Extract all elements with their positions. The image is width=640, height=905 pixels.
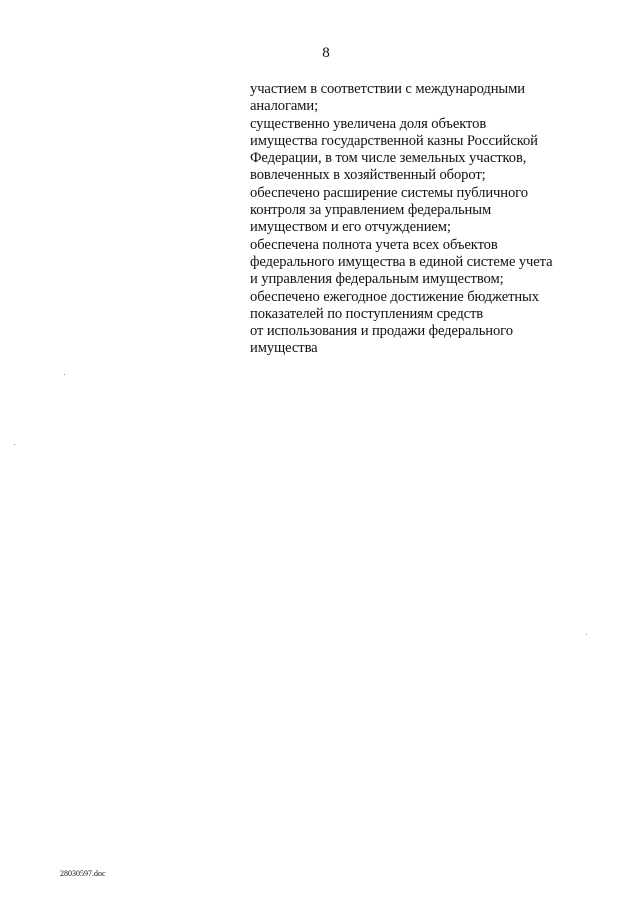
body-text <box>250 81 580 358</box>
text-line: федерального имущества в единой системе учета <box>250 253 553 270</box>
text-line: обеспечена полнота учета всех объектов <box>250 236 498 253</box>
text-line: вовлеченных в хозяйственный оборот; <box>250 167 486 184</box>
text-line: имуществом и его отчуждением; <box>250 219 451 236</box>
text-line: имущества <box>250 340 318 357</box>
page-number: 8 <box>322 45 330 61</box>
scan-speck <box>64 374 65 375</box>
text-line: имущества государственной казны Российской <box>250 132 538 149</box>
scan-speck <box>586 634 587 635</box>
text-line: аналогами; <box>250 98 319 115</box>
text-line: обеспечено ежегодное достижение бюджетных <box>250 288 539 305</box>
text-line: участием в соответствии с международными <box>250 81 525 97</box>
footer-filename: 28030597.doc <box>60 869 106 878</box>
text-line: и управления федеральным имуществом; <box>250 271 504 288</box>
text-line: показателей по поступлениям средств <box>250 305 484 322</box>
text-line: контроля за управлением федеральным <box>250 202 492 219</box>
text-line: обеспечено расширение системы публичного <box>250 184 528 201</box>
text-line: Федерации, в том числе земельных участков, <box>250 150 527 167</box>
scan-speck <box>14 444 15 445</box>
text-line: существенно увеличена доля объектов <box>250 115 487 132</box>
text-line: от использования и продажи федерального <box>250 323 513 340</box>
